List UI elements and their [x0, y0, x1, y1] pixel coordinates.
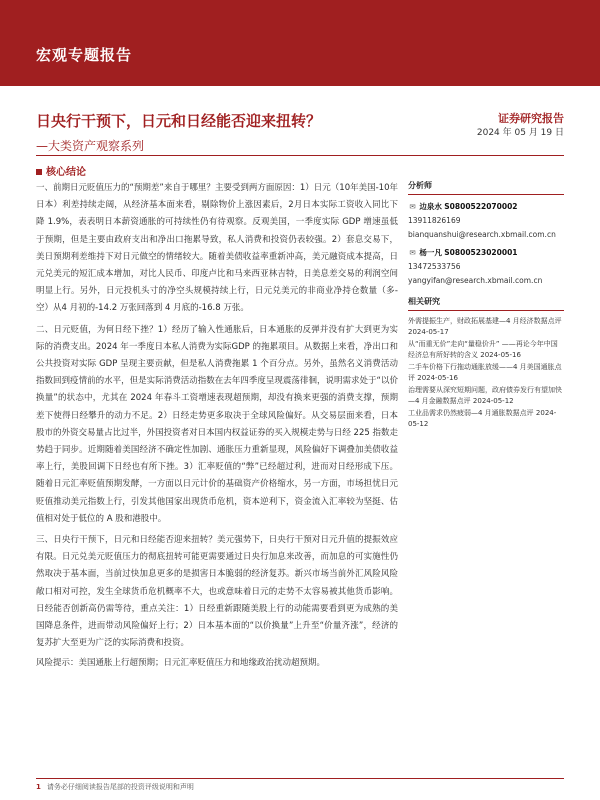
- analyst-phone: 13472533756: [408, 262, 461, 271]
- analyst-cert: S0800522070002: [444, 202, 518, 211]
- report-category: 宏观专题报告: [36, 46, 133, 64]
- report-date: 2024 年 05 月 19 日: [476, 128, 564, 138]
- core-conclusion-label: 核心结论: [46, 167, 86, 178]
- main-body: [36, 180, 398, 675]
- footer: [36, 782, 194, 792]
- footer-disclaimer: 请务必仔细阅读报告尾部的投资评级说明和声明: [46, 783, 194, 791]
- analyst-name: 杨一凡: [419, 248, 442, 257]
- square-bullet-icon: [36, 169, 42, 175]
- report-series: —大类资产观察系列: [36, 139, 145, 153]
- analyst-card: [408, 200, 564, 242]
- header-bar: [0, 0, 600, 86]
- analyst-card: [408, 246, 564, 288]
- analyst-cert: S0800523020001: [444, 248, 518, 257]
- related-item[interactable]: 工业品需求仍然疲弱—4 月通胀数据点评 2024-05-12: [408, 409, 557, 428]
- title-divider: [36, 155, 564, 156]
- paragraph-3: 三、日央行干预下，日元和日经能否迎来扭转？美元强势下，日央行干预对日元升值的提振效应有限。日元兑美元贬值压力的彻底扭转可能更需要通过日央行加息来改善，而加息的可实施性仍然取决于基本面，当前过快加息更多的是损害日本脆弱的经济复苏。新兴市场当前外汇风险风险敞口相对可控，发生全球货币危机概率不大，也或意味着日元的走势不太容易被其他货币影响。日经能否创新高仍需等待，重点关注：1）日经重新跟随美股上行的动能需要看到更为成熟的美国降息条件，进而带动风险偏好上行；2）日本基本面的“以价换量”上升至“价量齐涨”，经济的复苏扩大至更为广泛的实际消费和投资。: [36, 535, 398, 649]
- analyst-email[interactable]: yangyifan@research.xbmail.com.cn: [408, 276, 543, 285]
- paragraph-1: 一、前期日元贬值压力的“预期差”来自于哪里？主要受到两方面原因：1）日元（10年美国-10年日本）利差持续走阔，从经济基本面来看，剔除物价上涨因素后，2月日本实际工资收入同比下降 1.9%，表表明日本薪资通胀的可持续性仍有待观察。反观美国，一季度实际 GDP 增速虽低于预期，但是主要由政府支出和净出口拖累导致，私人消费和投资仍表较强。2）套息交易下，美日预期利差维持下对日元做空的情绪较大。随着美债收益率重新冲高，美元融资成本提高，日元兑美元的短汇成本增加，对比人民币、印度卢比和马来西亚林吉特，日美息差交易的利润空间明显上行。另外，日元投机头寸的净空头规模持续上行，日元兑美元的非商业净持仓数量（多-空）从4 月初的-14.2 万张回落到 4 月底的-16.8 万张。: [36, 183, 398, 314]
- related-item[interactable]: 外需提振生产，财政拓展基建—4 月经济数据点评 2024-05-17: [408, 317, 562, 336]
- analyst-phone: 13911826169: [408, 216, 461, 225]
- person-icon: ✉: [409, 248, 416, 257]
- analyst-name: 边泉水: [419, 202, 442, 211]
- paragraph-2: 二、日元贬值，为何日经下挫？1）经历了输入性通胀后，日本通胀的反弹并没有扩大到更为实际的消费支出。2024 年一季度日本私人消费为实际GDP 的拖累项目。从数据上来看，净出口和公共投资对实际 GDP 呈现主要贡献，但是私人消费拖累 1 个百分点。另外，虽然名义消费活动指数回到疫情前的水平，但是实际消费活动指数在去年四季度呈现震荡徘徊，说明需求处于“以价换量”的状态中，尤其在 2024 年春斗工资增速表现超预期，却没有换来更强的消费支撑，预期差下使得日经攀升的动力不足。2）日经走势更多取决于全球风险偏好。从交易层面来看，日本股市的外资交易量占比过半，外国投资者对日本国内权益证券的买入规模走势与日经 225 指数走势趋于同步。近期随着美国经济不确定性加剧、通胀压力重新显现，风险偏好下调叠加美债收益率上行，美股回调下日经也有所下挫。3）汇率贬值的“弊”已经超过利，进而对日经形成下压。随着日元汇率贬值预期发酵，一方面以日元计价的基础资产价格缩水，另一方面，市场担忧日元贬值推动美元指数上行，引发其他国家出现货币危机，资本逆利下，资金流入汇率较为坚挺、估值相对处于低位的 A 股和港股中。: [36, 324, 398, 524]
- report-type: 证券研究报告: [498, 112, 564, 125]
- related-item[interactable]: 二手车价格下行拖动通胀放缓——4 月美国通胀点评 2024-05-16: [408, 363, 562, 382]
- related-heading: 相关研究: [408, 296, 564, 311]
- footer-divider: [36, 778, 564, 779]
- page-title: 日央行干预下，日元和日经能否迎来扭转？: [36, 112, 322, 130]
- analyst-email[interactable]: bianquanshui@research.xbmail.com.cn: [408, 230, 556, 239]
- core-conclusion-heading: [36, 163, 86, 178]
- related-item[interactable]: 从“而重无价”走向“量稳价升” ——再论今年中国经济总有所好转的含义 2024-05-16: [408, 340, 558, 359]
- related-item[interactable]: 治理需要从深究短期问题，政府债券发行有望加快—4 月金融数据点评 2024-05-12: [408, 386, 562, 405]
- person-icon: ✉: [409, 202, 416, 211]
- related-research: [408, 296, 564, 430]
- risk-notice: 风险提示：美国通胀上行超预期；日元汇率贬值压力和地缘政治扰动超预期。: [36, 658, 326, 669]
- analyst-heading: 分析师: [408, 180, 564, 195]
- page-number: 1: [36, 783, 41, 791]
- sidebar: [408, 180, 564, 431]
